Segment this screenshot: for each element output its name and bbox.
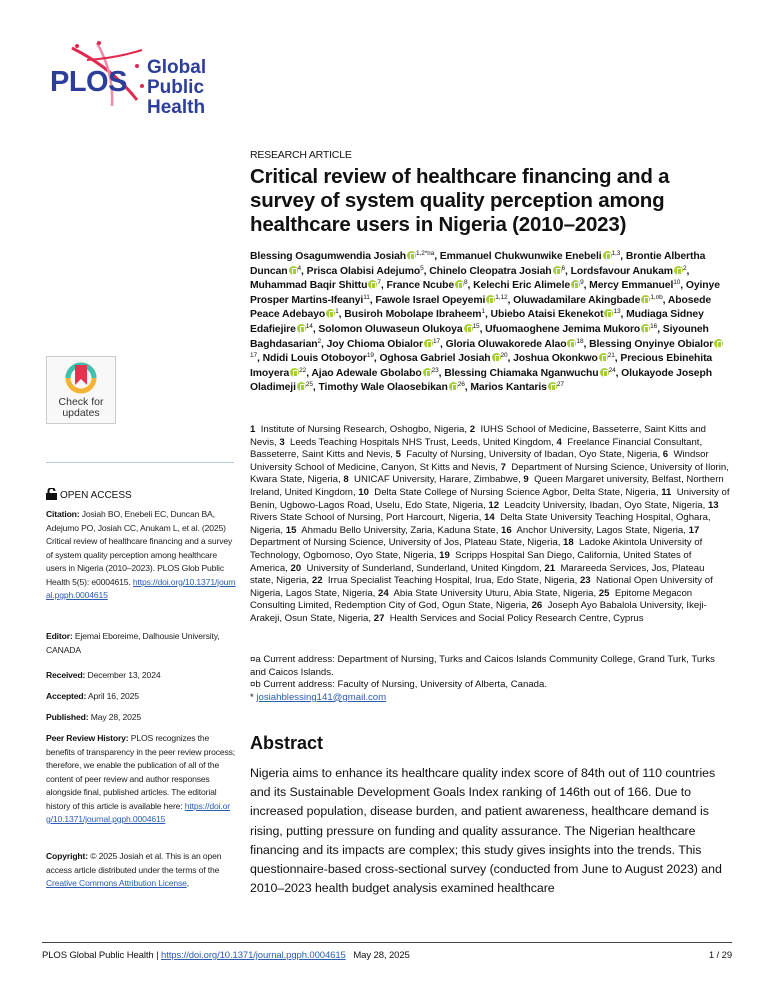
affiliation: 26 Joseph Ayo Babalola University, Ikeji-Arakeji, Osun State, Nigeria, <box>250 600 707 624</box>
author-affiliation-marker: 14 <box>305 322 313 330</box>
affiliation-text: Scripps Hospital San Diego, California, United States of America <box>250 549 692 574</box>
check-updates-icon <box>65 361 97 395</box>
author-name[interactable]: Precious Ebinehita Imoyera <box>250 353 713 379</box>
check-updates-label-1: Check for <box>58 396 104 408</box>
author-name[interactable]: Ajao Adewale Gbolabo <box>311 367 422 379</box>
author-list <box>250 250 730 396</box>
author <box>344 309 485 320</box>
author-separator: , <box>479 323 486 335</box>
journal-name <box>147 58 242 118</box>
author <box>440 251 621 262</box>
published-block <box>46 711 236 725</box>
copyright-label: Copyright: <box>46 851 88 861</box>
orcid-icon[interactable] <box>289 266 298 275</box>
affiliation-number: 22 <box>311 575 323 587</box>
orcid-icon[interactable] <box>455 280 464 289</box>
footer-date: May 28, 2025 <box>353 950 410 961</box>
author <box>307 266 424 277</box>
note-current-address-b: ¤b Current address: Faculty of Nursing, University of Alberta, Canada. <box>250 679 548 691</box>
author-separator: , <box>583 280 590 292</box>
affiliation-text: Joseph Ayo Babalola University, Ikeji-Arakeji, Osun State, Nigeria <box>250 600 707 624</box>
author-separator: , <box>657 323 663 335</box>
author-separator: , <box>620 251 626 262</box>
affiliation-text: Windsor University School of Medicine, Canyon, St Kitts and Nevis <box>250 449 709 473</box>
copyright-tail: , <box>186 878 190 888</box>
received-date: December 13, 2024 <box>87 670 161 680</box>
affiliation-text: Epitome Megacon Consulting Limited, Redemption City of God, Ogun State, Nigeria <box>250 587 693 612</box>
author-name[interactable]: Prisca Olabisi Adejumo <box>306 265 421 277</box>
affiliation-number: 20 <box>290 562 302 574</box>
affiliation-number: 23 <box>579 575 591 587</box>
orcid-icon[interactable] <box>600 368 609 377</box>
affiliation: 16 Anchor University, Lagos State, Nigeria, <box>501 524 689 536</box>
author <box>470 382 564 393</box>
footer-separator: | <box>153 950 162 961</box>
affiliation-number: 5 <box>395 449 401 461</box>
author-name[interactable]: Joshua Okonkwo <box>513 353 598 365</box>
affiliation-text: Marareeda Services, Jos, Plateau state, Nigeria <box>250 562 705 587</box>
author-name[interactable]: Oluwadamilare Akingbade <box>513 294 641 306</box>
journal-name-line2: Health <box>147 97 206 118</box>
affiliation-text: UNICAF University, Harare, Zimbabwe <box>354 474 519 486</box>
affiliation-number: 21 <box>544 562 556 574</box>
footer-journal: PLOS Global Public Health <box>42 950 154 961</box>
author-separator: , <box>312 382 319 394</box>
affiliation-text: Health Services and Social Policy Research Centre, Cyprus <box>389 612 644 624</box>
author-affiliation-marker: 7 <box>377 279 381 287</box>
corresponding-marker: * <box>250 691 257 703</box>
affiliation: 17 Department of Nursing Science, University of Jos, Plateau State, Nigeria, <box>250 524 700 549</box>
author-name[interactable]: Chinelo Cleopatra Josiah <box>429 265 552 277</box>
affiliation-text: Queen Margaret university, Belfast, Northern Ireland, United Kingdom <box>250 474 724 498</box>
orcid-icon[interactable] <box>714 339 723 348</box>
author-affiliation-marker: 6 <box>561 264 566 272</box>
published-label: Published: <box>46 712 89 722</box>
author-affiliation-marker: 1 <box>481 308 485 316</box>
author-notes <box>250 654 730 704</box>
editor-block <box>46 630 236 657</box>
affiliation: 6 Windsor University School of Medicine, Canyon, St Kitts and Nevis, <box>250 449 709 473</box>
affiliation: 7 Department of Nursing Science, University of Ilorin, Kwara State, Nigeria, <box>250 461 729 486</box>
affiliation-text: Abia State University Uturu, Abia State, Nigeria <box>393 587 594 599</box>
license-link[interactable]: Creative Commons Attribution License <box>46 878 187 888</box>
author-name[interactable]: Mercy Emmanuel <box>589 280 674 292</box>
affiliation-number: 10 <box>358 486 369 498</box>
orcid-icon[interactable] <box>641 324 650 333</box>
author <box>513 353 615 364</box>
author-affiliation-marker: 1,12 <box>495 293 508 301</box>
author-separator: , <box>321 338 327 350</box>
author <box>444 368 615 379</box>
affiliation-text: Freelance Financial Consultant, Basseterre, Saint Kitts and Nevis <box>250 436 703 461</box>
affiliation: 4 Freelance Financial Consultant, Basseterre, Saint Kitts and Nevis, <box>250 436 703 461</box>
author-separator: , <box>467 280 474 292</box>
editor-text: Ejemai Eboreime, Dalhousie University, CANADA <box>46 631 220 655</box>
orcid-icon[interactable] <box>492 353 501 362</box>
author-affiliation-marker: 16 <box>650 322 658 330</box>
affiliation-number: 14 <box>484 512 495 524</box>
author <box>491 309 621 320</box>
author-name[interactable]: Emmanuel Chukwunwike Enebeli <box>439 251 602 262</box>
email-link[interactable]: josiahblessing141@gmail.com <box>256 691 387 703</box>
author-separator: , <box>373 353 380 365</box>
author <box>263 353 374 364</box>
affiliation: 9 Queen Margaret university, Belfast, Northern Ireland, United Kingdom, <box>250 474 724 498</box>
author-affiliation-marker: 2 <box>317 337 322 345</box>
affiliation-number: 26 <box>531 600 543 612</box>
author-separator: , <box>507 294 514 306</box>
affiliation: 15 Ahmadu Bello University, Zaria, Kaduna State, <box>285 524 502 536</box>
author-name[interactable]: Busiroh Mobolape Ibraheem <box>344 309 482 321</box>
orcid-icon[interactable] <box>674 266 683 275</box>
affiliation-list <box>250 424 730 626</box>
author <box>327 339 440 350</box>
affiliation-text: Ahmadu Bello University, Zaria, Kaduna State <box>301 524 496 536</box>
affiliation <box>374 613 644 624</box>
affiliation: 1 Institute of Nursing Research, Oshogbo, Nigeria, <box>250 424 470 435</box>
affiliation-text: University of Benin, Ugbowo-Lagos Road, Uselu, Edo State, Nigeria <box>250 486 730 511</box>
page-number: 1 / 29 <box>708 950 732 961</box>
affiliation: 22 Irrua Specialist Teaching Hospital, Irua, Edo State, Nigeria, <box>311 575 580 587</box>
corresponding-author <box>250 692 730 705</box>
orcid-icon[interactable] <box>604 309 613 318</box>
affiliation-number: 9 <box>523 474 529 486</box>
author-name[interactable]: Gloria Oluwakorede Alao <box>445 338 567 350</box>
affiliation-number: 4 <box>556 436 562 448</box>
check-updates-label-2: updates <box>62 407 100 419</box>
affiliation: 5 Faculty of Nursing, University of Ibadan, Oyo State, Nigeria, <box>395 449 663 461</box>
affiliation-text: Department of Nursing Science, University of Jos, Plateau State, Nigeria <box>250 537 558 549</box>
publisher-name: PLOS <box>50 66 127 98</box>
author-name[interactable]: Olukayode Joseph Oladimeji <box>250 367 712 394</box>
citation-text: Josiah BO, Enebeli EC, Duncan BA, Adejumo PO, Josiah CC, Anukam L, et al. (2025) Critical review of healthcare financing and a survey of system quality perception among healthcare users in Nigeria (2010–2023). PLOS Glob Public Health 5(5): e0004615. <box>46 509 233 587</box>
author-separator: , <box>464 382 471 394</box>
author-affiliation-marker: 8 <box>464 279 468 287</box>
journal-name-line1: Global Public <box>147 57 207 98</box>
editor-label: Editor: <box>46 631 73 641</box>
author <box>379 353 507 364</box>
author-separator: , <box>338 309 345 321</box>
author-separator: , <box>583 338 590 350</box>
affiliation: 2 IUHS School of Medicine, Basseterre, Saint Kitts and Nevis, <box>250 424 706 448</box>
author <box>570 264 690 277</box>
peer-review-text: PLOS recognizes the benefits of transparency in the peer review process; therefore, we enable the publication of all of the content of peer review and author responses alongside final, published articles. The editorial history of this article is available here: <box>46 733 236 811</box>
author-separator: , <box>434 251 440 262</box>
author-name[interactable]: France Ncube <box>386 280 455 292</box>
orcid-icon[interactable] <box>368 280 377 289</box>
orcid-icon[interactable] <box>290 368 299 377</box>
author-name[interactable]: Abosede Peace Adebayo <box>250 294 712 321</box>
author <box>375 295 507 306</box>
affiliation-text: National Open University of Nigeria, Lagos State, Nigeria <box>250 575 713 599</box>
author-separator: , <box>484 309 491 321</box>
author-name[interactable]: Blessing Onyinye Obialor <box>589 338 714 350</box>
affiliation-text: Faculty of Nursing, University of Ibadan, Oyo State, Nigeria <box>406 449 658 461</box>
author-affiliation-marker: 18 <box>576 337 584 345</box>
affiliation-number: 3 <box>279 436 285 448</box>
affiliation: 14 Delta State University Teaching Hospital, Oghara, Nigeria, <box>250 512 711 536</box>
affiliation-number: 11 <box>661 486 672 498</box>
author-affiliation-marker: 9 <box>580 279 584 287</box>
author-affiliation-marker: 19 <box>366 352 374 360</box>
orcid-icon[interactable] <box>548 382 557 391</box>
author-separator: , <box>312 323 319 335</box>
sidebar-divider <box>46 462 234 463</box>
citation-doi-link[interactable]: https://doi.org/10.1371/journal.pgph.0004615 <box>46 576 236 600</box>
affiliation-number: 17 <box>688 524 700 536</box>
copyright-text: © 2025 Josiah et al. This is an open access article distributed under the terms of the <box>46 851 222 875</box>
author-affiliation-marker: 10 <box>673 279 681 287</box>
author-name[interactable]: Solomon Oluwaseun Olukoya <box>318 323 463 335</box>
author-name[interactable]: Muhammad Baqir Shittu <box>250 280 368 292</box>
author-affiliation-marker: 4 <box>297 264 302 272</box>
author-affiliation-marker: 22 <box>299 366 307 374</box>
author-name[interactable]: Oghosa Gabriel Josiah <box>379 353 491 365</box>
author-separator: , <box>686 265 690 277</box>
author-affiliation-marker: 11 <box>363 293 370 301</box>
author-name[interactable]: Ndidi Louis Otoboyor <box>262 353 367 365</box>
affiliation-text: Institute of Nursing Research, Oshogbo, Nigeria <box>260 424 465 435</box>
author-separator: , <box>662 294 668 306</box>
author <box>513 295 663 306</box>
author-name[interactable]: Blessing Chiamaka Nganwuchu <box>444 367 599 379</box>
affiliation: 23 National Open University of Nigeria, Lagos State, Nigeria, <box>250 575 713 599</box>
affiliation-text: Department of Nursing Science, University of Ilorin, Kwara State, Nigeria <box>250 461 729 486</box>
affiliation-number: 6 <box>662 449 669 461</box>
received-block <box>46 669 236 683</box>
affiliation-text: Leeds Teaching Hospitals NHS Trust, Leeds, United Kingdom <box>290 436 552 448</box>
affiliation-text: IUHS School of Medicine, Basseterre, Saint Kitts and Nevis <box>250 424 706 448</box>
affiliation: 10 Delta State College of Nursing Science Agbor, Delta State, Nigeria, <box>358 486 662 498</box>
orcid-icon[interactable] <box>464 324 473 333</box>
note-current-address-a: ¤a Current address: Department of Nursing, Turks and Caicos Islands Community College, Grand Turk, Turks and Caicos Islands. <box>250 654 715 678</box>
orcid-icon[interactable] <box>449 382 458 391</box>
affiliation-text: Irrua Specialist Teaching Hospital, Irua, Edo State, Nigeria <box>327 575 575 587</box>
affiliation-text: Leadcity University, Ibadan, Oyo State, Nigeria <box>504 499 703 511</box>
abstract-text: Nigeria aims to enhance its healthcare quality index score of 84th out of 110 countries and its Sustainable Development Goals Index ranking of 146th out of 166. Due to increased population, disease burden, and patient awareness, healthcare demand is rising, putting pressure on funding and quality assurance. The Nigerian healthcare financing and its impacts are complex; this study gives insights into the trends. This questionnaire-based cross-sectional survey (conducted from June to August 2023) and 2010–2023 health budget analysis examined healthcare <box>250 766 722 896</box>
author-affiliation-marker: 27 <box>556 381 564 389</box>
author-separator: , <box>380 280 387 292</box>
author-affiliation-marker: 20 <box>500 352 508 360</box>
affiliation: 11 University of Benin, Ugbowo-Lagos Road, Uselu, Edo State, Nigeria, <box>250 486 730 511</box>
affiliation: 20 University of Sunderland, Sunderland, United Kingdom, <box>290 562 545 574</box>
author <box>250 280 381 291</box>
author-name[interactable]: Siyouneh Baghdasarian <box>250 323 709 350</box>
author-separator: , <box>423 265 430 277</box>
author-name[interactable]: Joy Chioma Obialor <box>326 338 423 350</box>
author-affiliation-marker: 26 <box>457 381 465 389</box>
author-name[interactable]: Ufuomaoghene Jemima Mukoro <box>485 323 641 335</box>
journal-logo <box>42 38 242 118</box>
author-affiliation-marker: 25 <box>305 381 313 389</box>
author-name[interactable]: Ubiebo Ataisi Ekenekot <box>490 309 604 321</box>
author <box>311 368 438 379</box>
affiliation: 8 UNICAF University, Harare, Zimbabwe, <box>343 474 524 486</box>
copyright-block <box>46 850 236 891</box>
author-separator: , <box>614 353 621 365</box>
affiliation-number: 19 <box>439 549 450 561</box>
author-name[interactable]: Lordsfavour Anukam <box>570 265 673 277</box>
author-affiliation-marker: 2 <box>682 264 687 272</box>
author-name[interactable]: Mudiaga Sidney Edafiejire <box>250 309 704 335</box>
author-name[interactable]: Blessing Osagumwendia Josiah <box>250 251 406 262</box>
author-separator: , <box>257 353 263 365</box>
orcid-icon[interactable] <box>424 339 433 348</box>
citation-block <box>46 508 236 603</box>
orcid-icon[interactable] <box>567 339 576 348</box>
received-label: Received: <box>46 670 86 680</box>
article-title: Critical review of healthcare financing and a survey of system quality perception among healthcare users in Nigeria (2010–2023) <box>250 165 670 236</box>
affiliation: 18 Ladoke Akintola University of Technology, Ogbomoso, Oyo State, Nigeria, <box>250 537 703 561</box>
affiliation: 24 Abia State University Uturu, Abia State, Nigeria, <box>378 587 599 599</box>
affiliation-number: 13 <box>707 499 719 511</box>
affiliation-text: Delta State University Teaching Hospital, Oghara, Nigeria <box>250 512 711 536</box>
author-name[interactable]: Timothy Wale Olaosebikan <box>318 382 448 394</box>
footer-doi-link[interactable]: https://doi.org/10.1371/journal.pgph.0004615 <box>161 950 346 961</box>
author-name[interactable]: Kelechi Eric Alimele <box>473 280 571 292</box>
article-type: RESEARCH ARTICLE <box>250 149 352 161</box>
orcid-icon[interactable] <box>486 295 495 304</box>
author-affiliation-marker: 23 <box>431 366 439 374</box>
author <box>387 280 468 291</box>
author <box>250 251 434 262</box>
orcid-icon[interactable] <box>326 309 335 318</box>
footer-divider <box>42 942 732 943</box>
orcid-icon[interactable] <box>641 295 650 304</box>
author <box>485 324 657 335</box>
affiliation-number: 18 <box>563 537 574 549</box>
accepted-block <box>46 690 236 704</box>
author-affiliation-marker: 1,¤b <box>650 293 663 301</box>
affiliation-text: Ladoke Akintola University of Technology, Ogbomoso, Oyo State, Nigeria <box>250 537 703 561</box>
affiliation-number: 12 <box>488 499 500 511</box>
affiliation: 25 Epitome Megacon Consulting Limited, Redemption City of God, Ogun State, Nigeria, <box>250 587 693 612</box>
author-name[interactable]: Brontie Albertha Duncan <box>250 251 706 277</box>
author <box>318 324 479 335</box>
peer-review-link[interactable]: https://doi.org/10.1371/journal.pgph.0004615 <box>46 800 230 824</box>
author-separator: , <box>440 338 446 350</box>
accepted-date: April 16, 2025 <box>87 691 139 701</box>
author-separator: , <box>301 265 307 277</box>
peer-review-block <box>46 732 236 827</box>
check-for-updates-badge[interactable] <box>46 356 116 424</box>
affiliation-number: 15 <box>285 524 297 536</box>
author-name[interactable]: Fawole Israel Opeyemi <box>375 294 486 306</box>
orcid-icon[interactable] <box>407 251 416 260</box>
affiliation: 13 Rivers State School of Nursing, Port Harcourt, Nigeria, <box>250 499 719 524</box>
author-affiliation-marker: 1,3 <box>611 250 621 257</box>
affiliation-number: 16 <box>501 524 512 536</box>
author-separator: , <box>306 367 312 379</box>
orcid-icon[interactable] <box>599 353 608 362</box>
author-separator: , <box>680 280 686 292</box>
author <box>318 382 464 393</box>
author-affiliation-marker: 1,2*¤a <box>416 250 435 257</box>
affiliation: 19 Scripps Hospital San Diego, California, United States of America, <box>250 549 692 574</box>
page-footer <box>42 950 732 961</box>
published-date: May 28, 2025 <box>90 712 141 722</box>
affiliation-text: Delta State College of Nursing Science Agbor, Delta State, Nigeria <box>374 486 656 498</box>
open-lock-icon <box>46 488 57 500</box>
author-name[interactable]: Oyinye Prosper Martins-Ifeanyi <box>250 280 720 306</box>
author-separator: , <box>438 367 445 379</box>
affiliation-number: 25 <box>598 587 610 599</box>
affiliation-text: Anchor University, Lagos State, Nigeria <box>516 524 684 536</box>
author <box>429 266 565 277</box>
orcid-icon[interactable] <box>553 266 562 275</box>
accepted-label: Accepted: <box>46 691 87 701</box>
orcid-icon[interactable] <box>297 382 306 391</box>
peer-review-label: Peer Review History: <box>46 733 129 743</box>
author-separator: , <box>620 309 627 321</box>
affiliation-number: 2 <box>469 424 476 435</box>
author-name[interactable]: Marios Kantaris <box>470 382 547 394</box>
orcid-icon[interactable] <box>603 251 612 260</box>
affiliation-text: University of Sunderland, Sunderland, United Kingdom <box>306 562 540 574</box>
author-affiliation-marker: 1 <box>335 308 339 316</box>
author-affiliation-marker: 13 <box>613 308 621 316</box>
orcid-icon[interactable] <box>423 368 432 377</box>
author-affiliation-marker: 21 <box>607 352 615 360</box>
affiliation-number: 7 <box>500 461 506 473</box>
affiliation: 21 Marareeda Services, Jos, Plateau state, Nigeria, <box>250 562 705 587</box>
orcid-icon[interactable] <box>571 280 580 289</box>
orcid-icon[interactable] <box>297 324 306 333</box>
affiliation: 12 Leadcity University, Ibadan, Oyo State, Nigeria, <box>488 499 708 511</box>
author-affiliation-marker: 17 <box>250 352 258 360</box>
author-separator: , <box>507 353 514 365</box>
author-affiliation-marker: 17 <box>432 337 441 345</box>
affiliation-text: Rivers State School of Nursing, Port Harcourt, Nigeria <box>250 512 479 524</box>
author-separator: , <box>615 367 622 379</box>
author <box>446 339 584 350</box>
open-access-label <box>46 488 132 501</box>
affiliation-number: 8 <box>343 474 349 486</box>
affiliation: 3 Leeds Teaching Hospitals NHS Trust, Leeds, United Kingdom, <box>279 436 557 448</box>
affiliation-number: 24 <box>378 587 389 599</box>
author-affiliation-marker: 15 <box>472 322 480 330</box>
author-affiliation-marker: 5 <box>420 264 424 272</box>
author-separator: , <box>565 265 571 277</box>
author-separator: , <box>369 294 376 306</box>
author <box>473 280 583 291</box>
open-access-text: OPEN ACCESS <box>60 490 132 501</box>
abstract-heading: Abstract <box>250 733 324 753</box>
affiliation-number: 27 <box>373 612 385 624</box>
author-affiliation-marker: 24 <box>608 366 616 374</box>
affiliation-number: 1 <box>250 424 256 435</box>
citation-label: Citation: <box>46 509 80 519</box>
author <box>589 280 680 291</box>
